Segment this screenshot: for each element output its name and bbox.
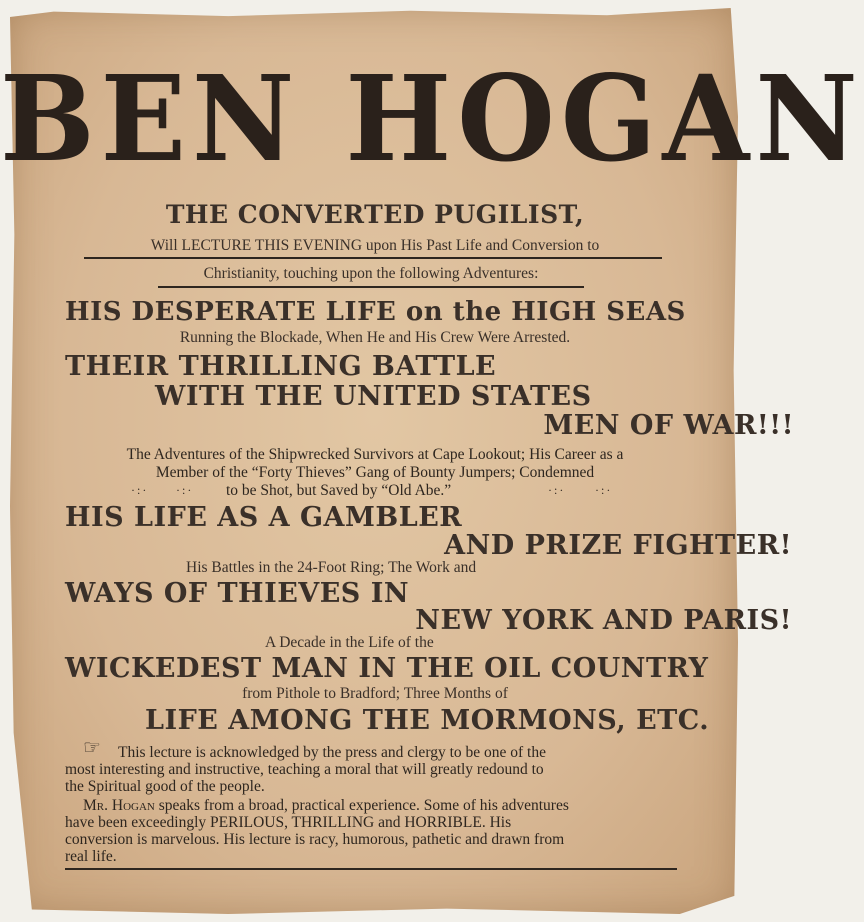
ornament-2: ·:· bbox=[176, 483, 194, 497]
heading-thieves-line2: NEW YORK AND PARIS! bbox=[415, 605, 792, 636]
intro-line-2: Christianity, touching upon the following Adventures: bbox=[203, 265, 539, 282]
para-experience-line2: have been exceedingly PERILOUS, THRILLING and HORRIBLE. His bbox=[65, 814, 512, 831]
rule-1 bbox=[84, 257, 662, 259]
heading-thieves-line1: WAYS OF THIEVES IN bbox=[65, 578, 410, 609]
subtitle: THE CONVERTED PUGILIST, bbox=[165, 200, 585, 229]
para-adventures-line1: The Adventures of the Shipwrecked Survivors at Cape Lookout; His Career as a bbox=[126, 446, 624, 463]
heading-oil-country: WICKEDEST MAN IN THE OIL COUNTRY bbox=[65, 653, 709, 684]
poster-title: BEN HOGAN bbox=[0, 50, 864, 189]
rule-bottom bbox=[65, 868, 677, 870]
para-acknowledged-line1: This lecture is acknowledged by the press and clergy to be one of the bbox=[118, 744, 546, 761]
heading-gambler-line1: HIS LIFE AS A GAMBLER bbox=[65, 502, 463, 533]
ornament-1: ·:· bbox=[131, 483, 149, 497]
heading-high-seas: HIS DESPERATE LIFE on the HIGH SEAS bbox=[65, 297, 686, 327]
pointing-hand-icon: ☞ bbox=[83, 737, 101, 759]
heading-battle-line3: MEN OF WAR!!! bbox=[543, 410, 794, 441]
para-experience-text1: speaks from a broad, practical experience. Some of his adventures bbox=[158, 797, 569, 814]
para-acknowledged-line3: the Spiritual good of the people. bbox=[65, 778, 265, 795]
para-adventures-line3: to be Shot, but Saved by “Old Abe.” bbox=[226, 482, 452, 499]
sub-pithole: from Pithole to Bradford; Three Months of bbox=[242, 685, 508, 702]
heading-battle-line2: WITH THE UNITED STATES bbox=[155, 381, 592, 412]
para-experience-line1 bbox=[83, 797, 569, 814]
ornament-4: ·:· bbox=[595, 483, 613, 497]
para-experience-line4: real life. bbox=[65, 848, 117, 865]
heading-mormons: LIFE AMONG THE MORMONS, ETC. bbox=[145, 705, 710, 736]
intro-line-1: Will LECTURE THIS EVENING upon His Past Life and Conversion to bbox=[150, 237, 600, 254]
rule-2 bbox=[158, 286, 584, 288]
para-acknowledged-line2: most interesting and instructive, teaching a moral that will greatly redound to bbox=[65, 761, 544, 778]
sub-decade: A Decade in the Life of the bbox=[265, 634, 434, 651]
heading-gambler-line2: AND PRIZE FIGHTER! bbox=[444, 530, 792, 561]
heading-battle-line1: THEIR THRILLING BATTLE bbox=[65, 351, 497, 382]
sub-ring: His Battles in the 24-Foot Ring; The Work and bbox=[186, 559, 477, 576]
ornament-3: ·:· bbox=[548, 483, 566, 497]
para-experience-line3: conversion is marvelous. His lecture is racy, humorous, pathetic and drawn from bbox=[65, 831, 565, 848]
para-adventures-line2: Member of the “Forty Thieves” Gang of Bounty Jumpers; Condemned bbox=[155, 464, 595, 481]
sub-blockade: Running the Blockade, When He and His Crew Were Arrested. bbox=[179, 329, 571, 346]
mr-hogan-name: Mr. Hogan bbox=[83, 797, 155, 814]
